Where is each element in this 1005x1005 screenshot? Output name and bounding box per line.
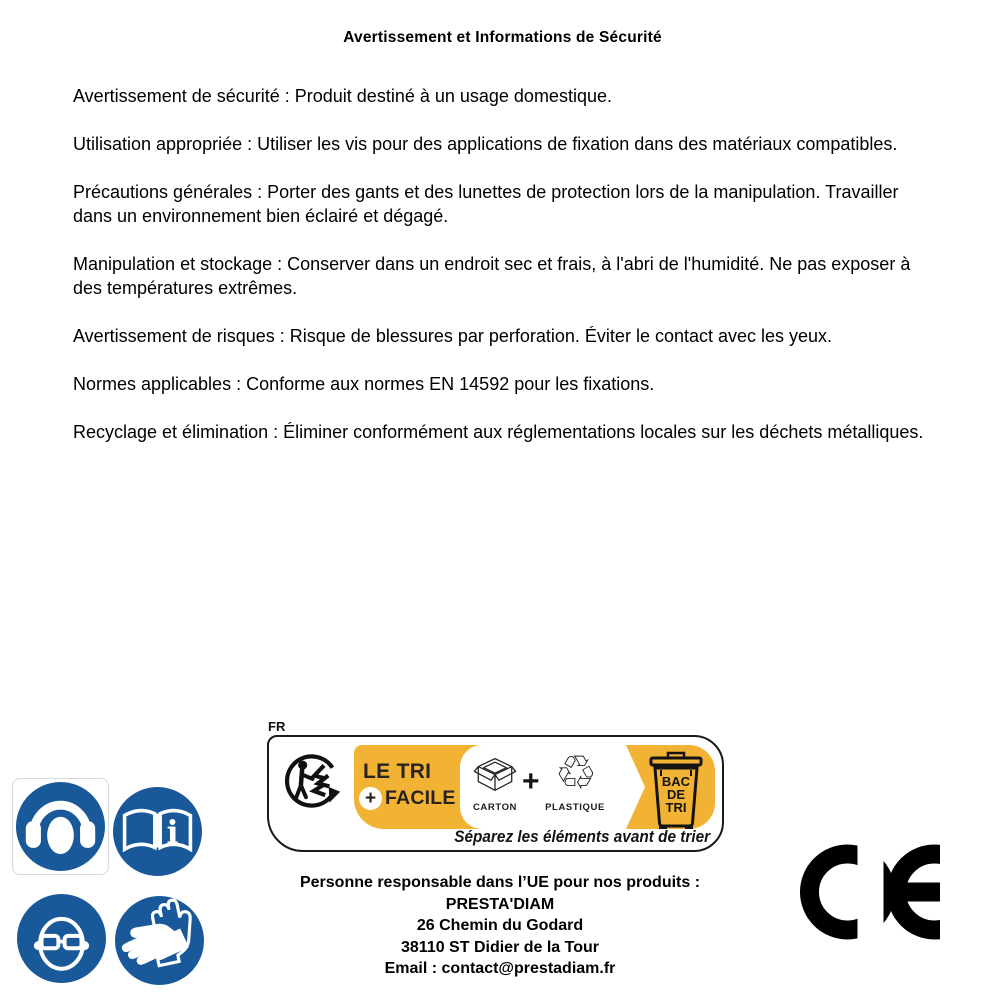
safety-paragraph: Recyclage et élimination : Éliminer conformément aux réglementations locales sur les déchets métalliques. <box>73 422 924 442</box>
facile-headline: FACILE <box>385 787 456 809</box>
wear-eye-protection-icon <box>17 894 106 983</box>
svg-text:BAC: BAC <box>661 774 691 789</box>
contact-email: Email : contact@prestadiam.fr <box>384 960 616 977</box>
wear-protective-gloves-icon <box>115 896 204 985</box>
svg-text:DE: DE <box>666 787 686 802</box>
safety-paragraph: Normes applicables : Conforme aux normes EN 14592 pour les fixations. <box>73 374 655 394</box>
svg-text:TRI: TRI <box>665 800 687 815</box>
plus-circle-icon: + <box>359 787 382 810</box>
tri-footer-note: Séparez les éléments avant de trier <box>454 828 710 846</box>
plastique-label: PLASTIQUE <box>545 802 605 813</box>
address-street: 26 Chemin du Godard <box>416 917 584 934</box>
address-city: 38110 ST Didier de la Tour <box>401 938 599 956</box>
read-instruction-manual-icon <box>113 787 202 876</box>
safety-paragraph: Avertissement de sécurité : Produit destiné à un usage domestique. <box>73 86 612 106</box>
carton-box-icon <box>473 756 517 796</box>
safety-paragraph: Avertissement de risques : Risque de blessures par perforation. Éviter le contact avec les yeux. <box>73 326 833 346</box>
responsible-person-block <box>250 872 750 980</box>
page-title: Avertissement et Informations de Sécurité <box>343 29 662 46</box>
safety-paragraph: Précautions générales : Porter des gants et des lunettes de protection lors de la manipulation. Travailler dans un environnement bien éclairé et dégagé. <box>73 182 899 226</box>
carton-label: CARTON <box>472 802 518 813</box>
triman-icon <box>282 751 342 816</box>
plastique-recycle-icon: ♲ <box>554 746 598 801</box>
materials-plus-icon: + <box>522 765 540 798</box>
ce-mark-icon <box>797 843 943 943</box>
yellow-band <box>354 745 715 829</box>
materials-panel-chevron <box>626 745 645 829</box>
le-tri-headline: LE TRI <box>363 760 432 783</box>
materials-panel <box>460 745 626 829</box>
svg-text:i: i <box>166 813 179 852</box>
country-code-label: FR <box>268 719 286 734</box>
company-name: PRESTA'DIAM <box>445 895 555 913</box>
responsible-intro: Personne responsable dans l’UE pour nos produits : <box>299 874 701 891</box>
safety-paragraph: Manipulation et stockage : Conserver dans un endroit sec et frais, à l'abri de l'humidité. Ne pas exposer à des températures extrêmes. <box>73 254 911 298</box>
tri-facile-recycling-label <box>267 735 724 852</box>
facile-row <box>359 787 456 810</box>
safety-paragraph: Utilisation appropriée : Utiliser les vis pour des applications de fixation dans des matériaux compatibles. <box>73 134 898 154</box>
wear-ear-protection-icon <box>16 782 105 871</box>
safety-text-block <box>73 84 935 468</box>
sorting-bin-icon <box>647 751 705 829</box>
